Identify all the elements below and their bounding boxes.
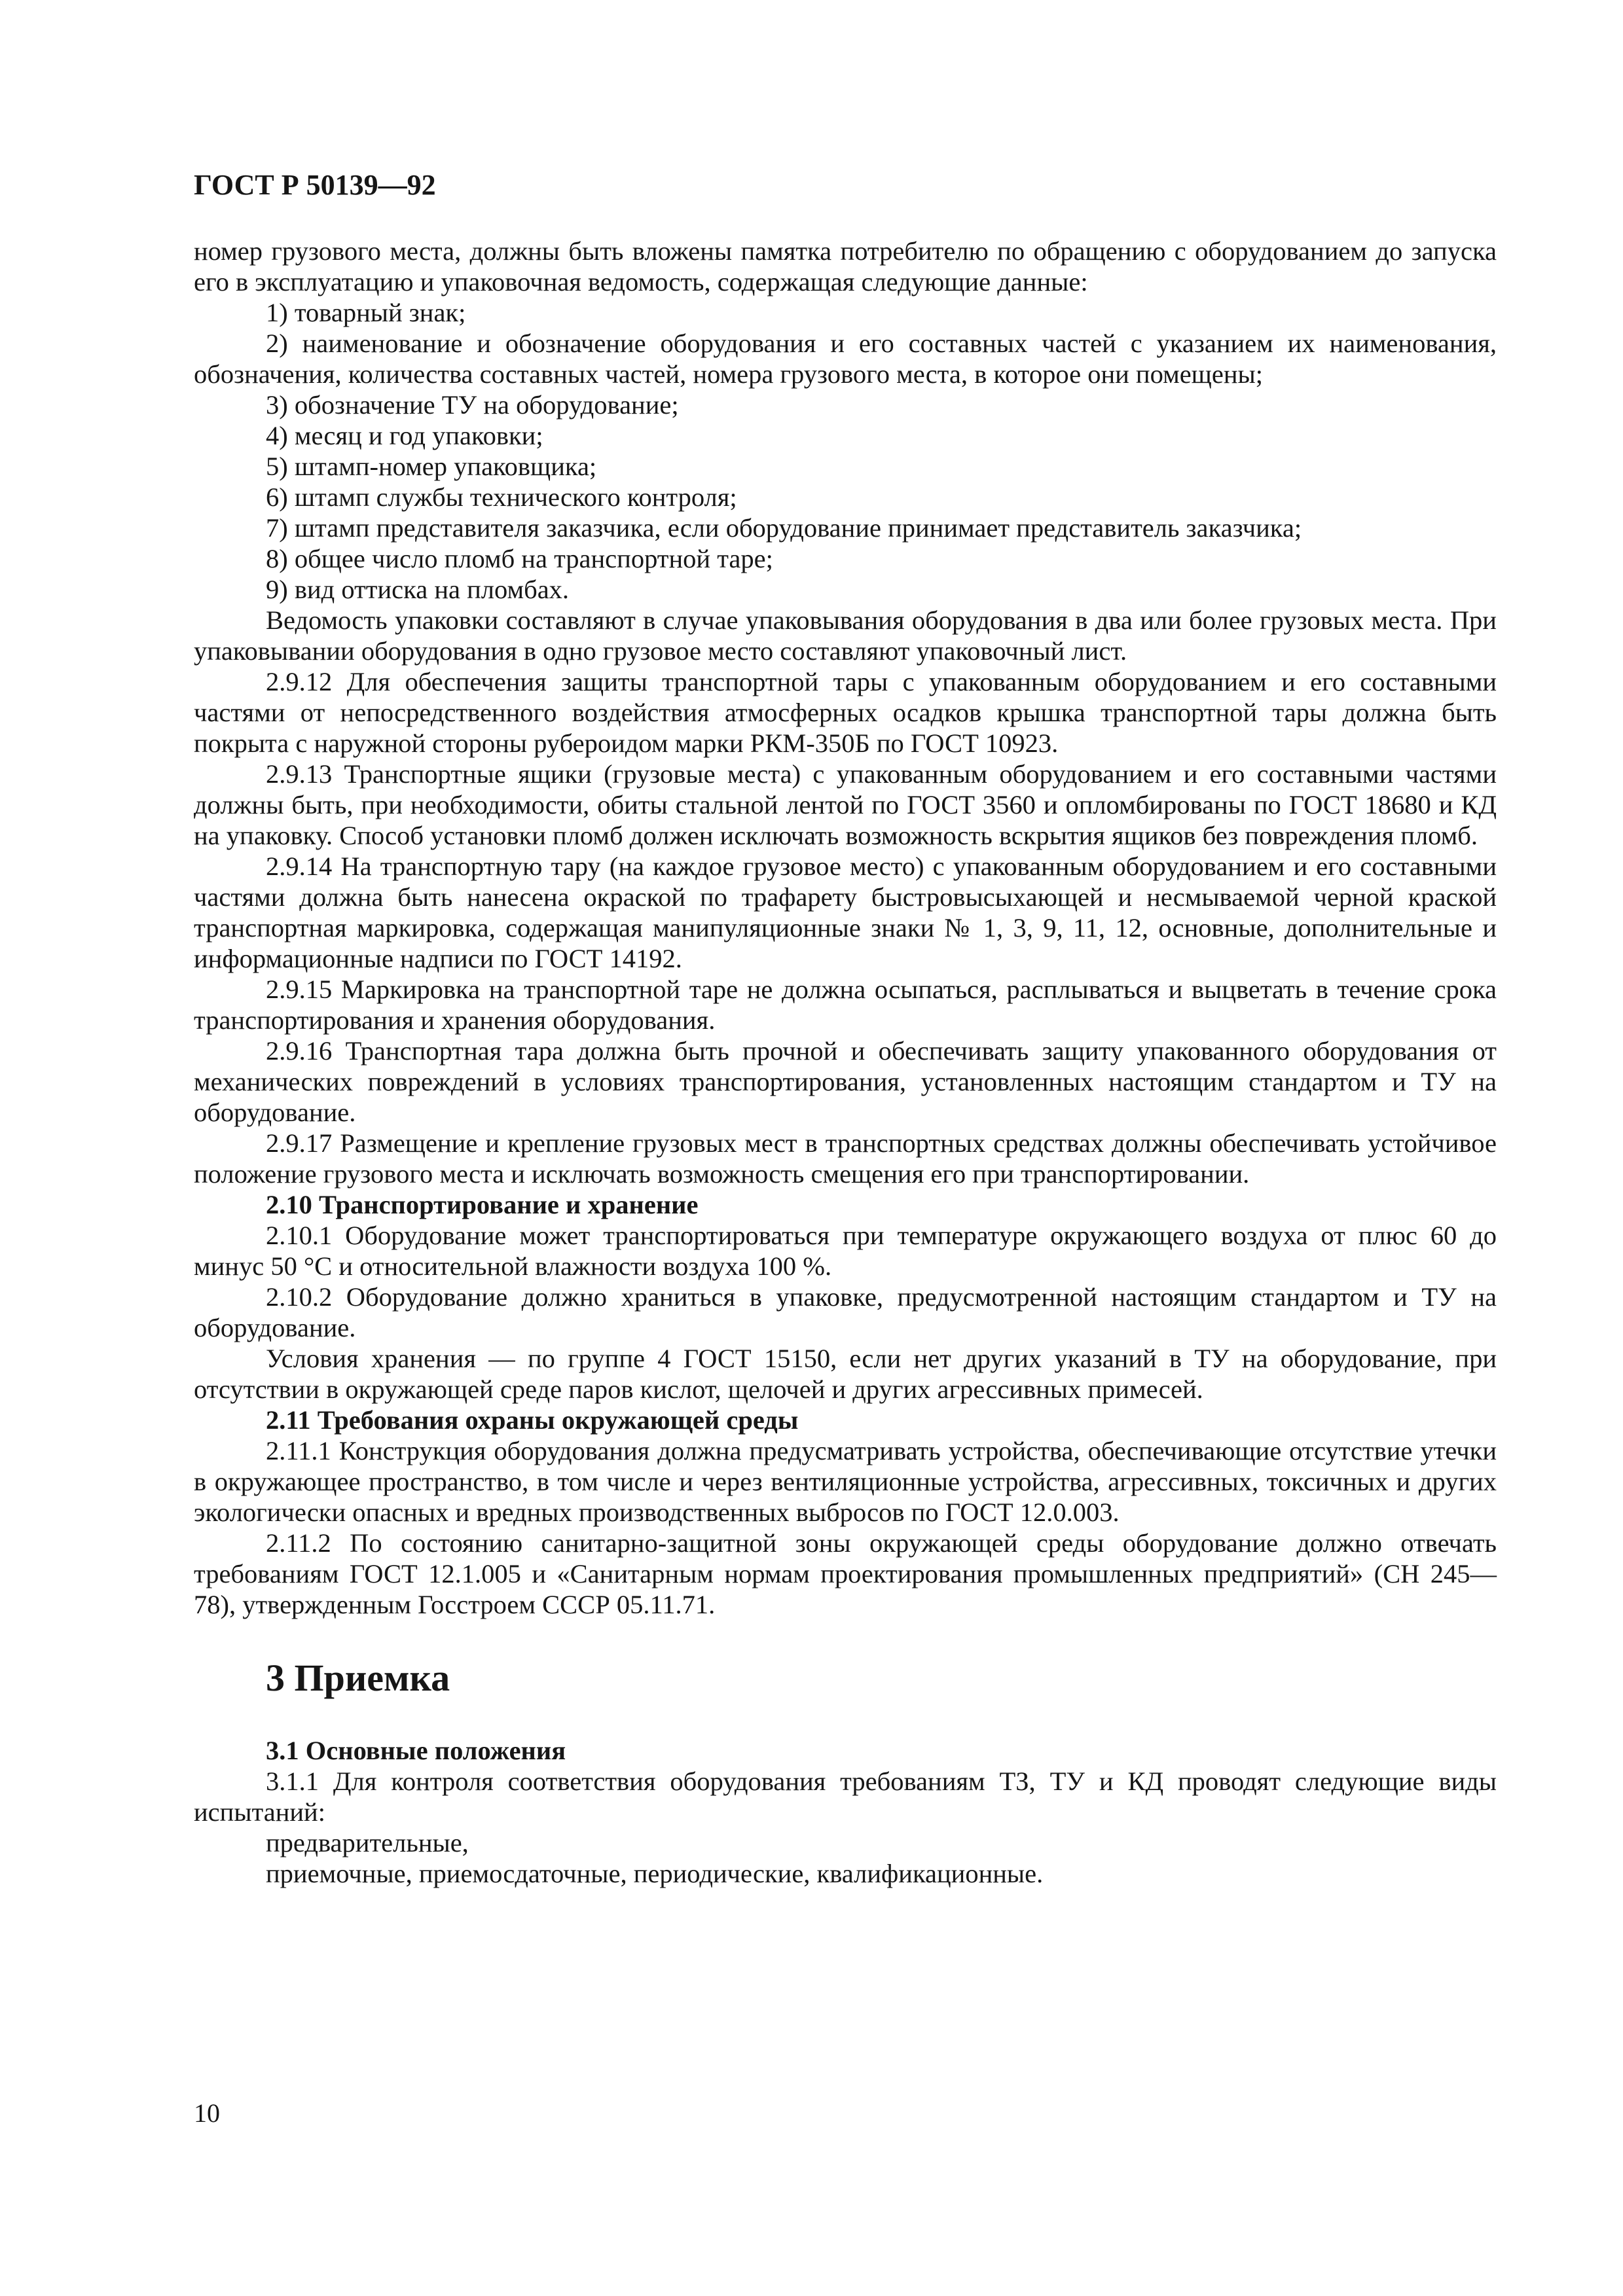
list-item-test-types: приемочные, приемосдаточные, периодические, квалификационные.: [266, 1859, 1044, 1888]
paragraph-continuation: номер грузового места, должны быть вложены памятка потребителю по обращению с оборудованием до запуска его в эксплуатацию и упаковочная ведомость, содержащая следующие данные:: [194, 236, 1497, 296]
clause-2-10-1: 2.10.1 Оборудование может транспортироваться при температуре окружающего воздуха от плюс 60 до минус 50 °С и относительной влажности воздуха 100 %.: [194, 1221, 1497, 1281]
list-item-pack-date: 4) месяц и год упаковки;: [266, 421, 543, 450]
section-heading-3: 3 Приемка: [266, 1657, 450, 1699]
document-header: ГОСТ Р 50139—92: [194, 169, 436, 201]
paragraph-packing-list: Ведомость упаковки составляют в случае упаковывания оборудования в два или более грузовых места. При упаковывании оборудования в одно грузовое место составляют упаковочный лист.: [194, 605, 1497, 666]
subsection-heading-2-10: 2.10 Транспортирование и хранение: [266, 1190, 699, 1219]
list-item-packer-stamp: 5) штамп-номер упаковщика;: [266, 452, 597, 481]
document-body: [194, 236, 1497, 1889]
list-item-qc-stamp: 6) штамп службы технического контроля;: [266, 482, 737, 512]
clause-2-9-17: 2.9.17 Размещение и крепление грузовых мест в транспортных средствах должны обеспечивать устойчивое положение грузового места и исключать возможность смещения его при транспортировании.: [194, 1128, 1497, 1189]
list-item-seal-imprint: 9) вид оттиска на пломбах.: [266, 575, 570, 604]
list-item-seal-count: 8) общее число пломб на транспортной таре;: [266, 544, 773, 573]
clause-3-1-1: 3.1.1 Для контроля соответствия оборудования требованиям ТЗ, ТУ и КД проводят следующие виды испытаний:: [194, 1767, 1497, 1827]
list-item-preliminary: предварительные,: [266, 1828, 469, 1857]
subsection-heading-2-11: 2.11 Требования охраны окружающей среды: [266, 1405, 799, 1435]
list-item-trademark: 1) товарный знак;: [266, 298, 466, 327]
clause-2-11-1: 2.11.1 Конструкция оборудования должна предусматривать устройства, обеспечивающие отсутствие утечки в окружающее пространство, в том числе и через вентиляционные устройства, агрессивных, токсичных и других экологически опасных и вредных производственных выбросов по ГОСТ 12.0.003.: [194, 1436, 1497, 1527]
clause-2-9-16: 2.9.16 Транспортная тара должна быть прочной и обеспечивать защиту упакованного оборудования от механических повреждений в условиях транспортирования, установленных настоящим стандартом и ТУ на оборудование.: [194, 1036, 1497, 1127]
list-item-designation: 2) наименование и обозначение оборудования и его составных частей с указанием их наименования, обозначения, количества составных частей, номера грузового места, в которое они помещены;: [194, 329, 1497, 389]
page-number: 10: [194, 2098, 220, 2128]
clause-2-9-15: 2.9.15 Маркировка на транспортной таре не должна осыпаться, расплываться и выцветать в течение срока транспортирования и хранения оборудования.: [194, 975, 1497, 1035]
paragraph-storage-conditions: Условия хранения — по группе 4 ГОСТ 15150, если нет других указаний в ТУ на оборудование, при отсутствии в окружающей среде паров кислот, щелочей и других агрессивных примесей.: [194, 1344, 1497, 1404]
list-item-customer-stamp: 7) штамп представителя заказчика, если оборудование принимает представитель заказчика;: [266, 513, 1302, 543]
clause-2-11-2: 2.11.2 По состоянию санитарно-защитной зоны окружающей среды оборудование должно отвечать требованиям ГОСТ 12.1.005 и «Санитарным нормам проектирования промышленных предприятий» (СН 245—78), утвержденным Госстроем СССР 05.11.71.: [194, 1528, 1497, 1619]
clause-2-9-14: 2.9.14 На транспортную тару (на каждое грузовое место) с упакованным оборудованием и его составными частями должна быть нанесена окраской по трафарету быстровысыхающей и несмываемой черной краской транспортная маркировка, содержащая манипуляционные знаки № 1, 3, 9, 11, 12, основные, дополнительные и информационные надписи по ГОСТ 14192.: [194, 852, 1497, 973]
list-item-tu: 3) обозначение ТУ на оборудование;: [266, 390, 679, 420]
clause-2-10-2: 2.10.2 Оборудование должно храниться в упаковке, предусмотренной настоящим стандартом и ТУ на оборудование.: [194, 1282, 1497, 1342]
clause-2-9-12: 2.9.12 Для обеспечения защиты транспортной тары с упакованным оборудованием и его составными частями от непосредственного воздействия атмосферных осадков крышка транспортной тары должна быть покрыта с наружной стороны рубероидом марки РКМ-350Б по ГОСТ 10923.: [194, 667, 1497, 758]
subsection-heading-3-1: 3.1 Основные положения: [266, 1736, 566, 1765]
clause-2-9-13: 2.9.13 Транспортные ящики (грузовые места) с упакованным оборудованием и его составными частями должны быть, при необходимости, обиты стальной лентой по ГОСТ 3560 и опломбированы по ГОСТ 18680 и КД на упаковку. Способ установки пломб должен исключать возможность вскрытия ящиков без повреждения пломб.: [194, 759, 1497, 850]
